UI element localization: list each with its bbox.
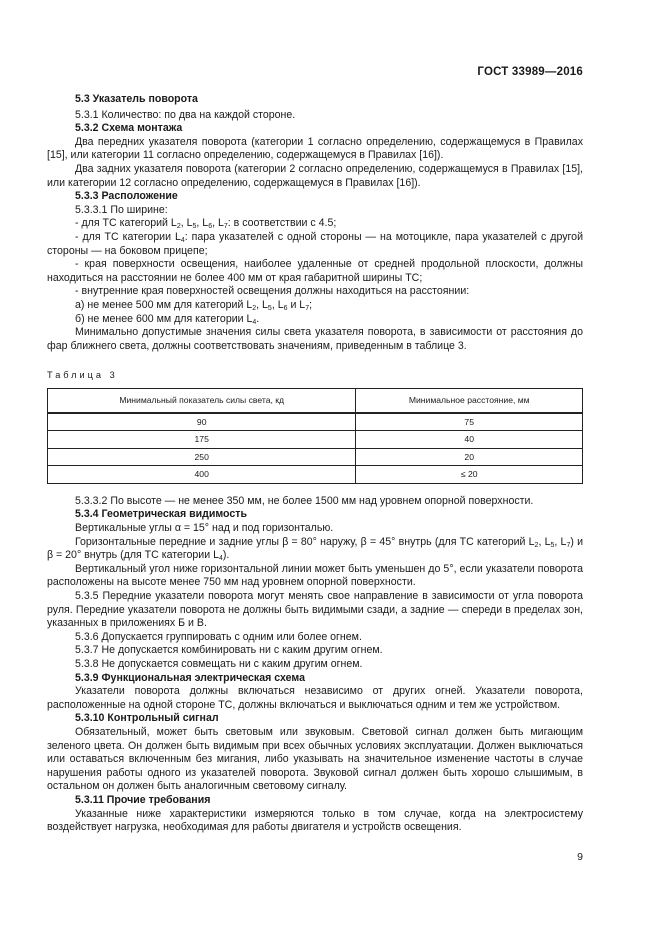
section-5-3-7: 5.3.7 Не допускается комбинировать ни с каким другим огнем. bbox=[75, 644, 383, 657]
table-header-distance: Минимальное расстояние, мм bbox=[356, 388, 583, 413]
section-5-3-4-para-1: Вертикальные углы α = 15° над и под горизонталью. bbox=[75, 522, 334, 535]
table-cell: 90 bbox=[48, 413, 356, 431]
table-cell: 20 bbox=[356, 448, 583, 466]
list-item-l4: - для ТС категории $L_4$: пара указателей с одной стороны — на мотоцикле, пара указателей с другой стороны — на боковом прицепе; bbox=[47, 230, 583, 257]
section-5-3-8: 5.3.8 Не допускается совмещать ни с каким другим огнем. bbox=[75, 658, 363, 670]
standard-designation: ГОСТ 33989—2016 bbox=[477, 66, 583, 78]
section-5-3-9-para: Указатели поворота должны включаться независимо от других огней. Указатели поворота, расположенные на одной стороне ТС, должны включаться и выключаться одним и тем же устройством. bbox=[47, 685, 583, 711]
section-5-3-11-heading: 5.3.11 Прочие требования bbox=[75, 793, 211, 806]
page-content bbox=[47, 93, 583, 835]
section-5-3-3-2: 5.3.3.2 По высоте — не менее 350 мм, не более 1500 мм над уровнем опорной поверхности. bbox=[75, 494, 534, 507]
page-number: 9 bbox=[577, 851, 583, 863]
section-5-3-10-para: Обязательный, может быть световым или звуковым. Световой сигнал должен быть мигающим зеленого цвета. Он должен быть видимым при всех обычных условиях эксплуатации. Должен выключаться или оставаться включенным без мигания, либо указывать на значительное изменение частоты в случае нарушения работы одного из указателей поворота. Звуковой сигнал должен быть хорошо слышимым, в остальном он должен быть аналогичным световому сигналу. bbox=[47, 725, 583, 793]
table-caption: Таблица 3 bbox=[47, 370, 118, 381]
table-row bbox=[48, 448, 583, 466]
list-item-inner-edges: - внутренние края поверхностей освещения должны находиться на расстоянии: bbox=[75, 285, 470, 298]
table-cell: 75 bbox=[356, 413, 583, 431]
section-5-3-4-heading: 5.3.4 Геометрическая видимость bbox=[75, 508, 247, 521]
table-3 bbox=[47, 388, 583, 484]
section-5-3-2-para-1: Два передних указателя поворота (категории 1 согласно определению, содержащемуся в Правилах [15], или категории 11 согласно определению, содержащемуся в Правилах [16]). bbox=[47, 135, 583, 162]
table-cell: 175 bbox=[48, 431, 356, 449]
min-intensity-paragraph: Минимально допустимые значения силы света указателя поворота, в зависимости от расстояния до фар ближнего света, должны соответствовать значениям, приведенным в таблице 3. bbox=[47, 326, 583, 352]
list-item-b: б) не менее 600 мм для категории $L_4$. bbox=[75, 312, 260, 326]
list-item-outer-edges: - края поверхности освещения, наиболее удаленные от средней продольной плоскости, должны находиться на расстоянии не более 400 мм от края габаритной ширины ТС; bbox=[47, 258, 583, 284]
section-5-3-1: 5.3.1 Количество: по два на каждой стороне. bbox=[75, 108, 296, 121]
list-item-l2-l7: - для ТС категорий $L_2$, $L_5$, $L_6$, $L_7$: в соответствии с 4.5; bbox=[75, 217, 337, 231]
table-cell: 40 bbox=[356, 431, 583, 449]
section-5-3-4-para-3: Вертикальный угол ниже горизонтальной линии может быть уменьшен до 5°, если указатели поворота расположены на высоте менее 750 мм над уровнем опорной поверхности. bbox=[47, 562, 583, 589]
list-item-a: а) не менее 500 мм для категорий $L_2$, $L_5$, $L_6$ и $L_7$; bbox=[75, 298, 313, 312]
section-5-3-11-para: Указанные ниже характеристики измеряются только в том случае, когда на электросистему воздействует нагрузка, необходимая для работы двигателя и устройств освещения. bbox=[47, 807, 583, 834]
section-5-3-6: 5.3.6 Допускается группировать с одним или более огнем. bbox=[75, 630, 362, 643]
section-5-3-9-heading: 5.3.9 Функциональная электрическая схема bbox=[75, 671, 305, 684]
section-5-3-3-1: 5.3.3.1 По ширине: bbox=[75, 203, 168, 216]
section-5-3-2-para-2: Два задних указателя поворота (категории 2 согласно определению, содержащемуся в Правилах [15], или категории 12 согласно определению, содержащемуся в Правилах [16]). bbox=[47, 162, 583, 189]
table-cell: 400 bbox=[48, 466, 356, 484]
table-header-intensity: Минимальный показатель силы света, кд bbox=[48, 388, 356, 413]
table-row bbox=[48, 466, 583, 484]
table-cell: 250 bbox=[48, 448, 356, 466]
table-row bbox=[48, 413, 583, 431]
section-5-3-10-heading: 5.3.10 Контрольный сигнал bbox=[75, 712, 219, 725]
table-row bbox=[48, 431, 583, 449]
section-5-3-3-heading: 5.3.3 Расположение bbox=[75, 190, 178, 203]
section-5-3-5: 5.3.5 Передние указатели поворота могут менять свое направление в зависимости от угла поворота руля. Передние указатели поворота не должны быть видимыми сзади, а задние — спереди в пределах зон, указанных в приложениях Б и В. bbox=[47, 590, 583, 630]
section-5-3-4-para-2: Горизонтальные передние и задние углы β = 80° наружу, β = 45° внутрь (для ТС категорий $L_2$, $L_5$, $L_7$) и β = 20° внутрь (для ТС категории $L_4$). bbox=[47, 535, 584, 563]
table-cell: ≤ 20 bbox=[356, 466, 583, 484]
section-5-3-2-heading: 5.3.2 Схема монтажа bbox=[75, 122, 183, 135]
section-5-3-heading: 5.3 Указатель поворота bbox=[75, 93, 198, 105]
